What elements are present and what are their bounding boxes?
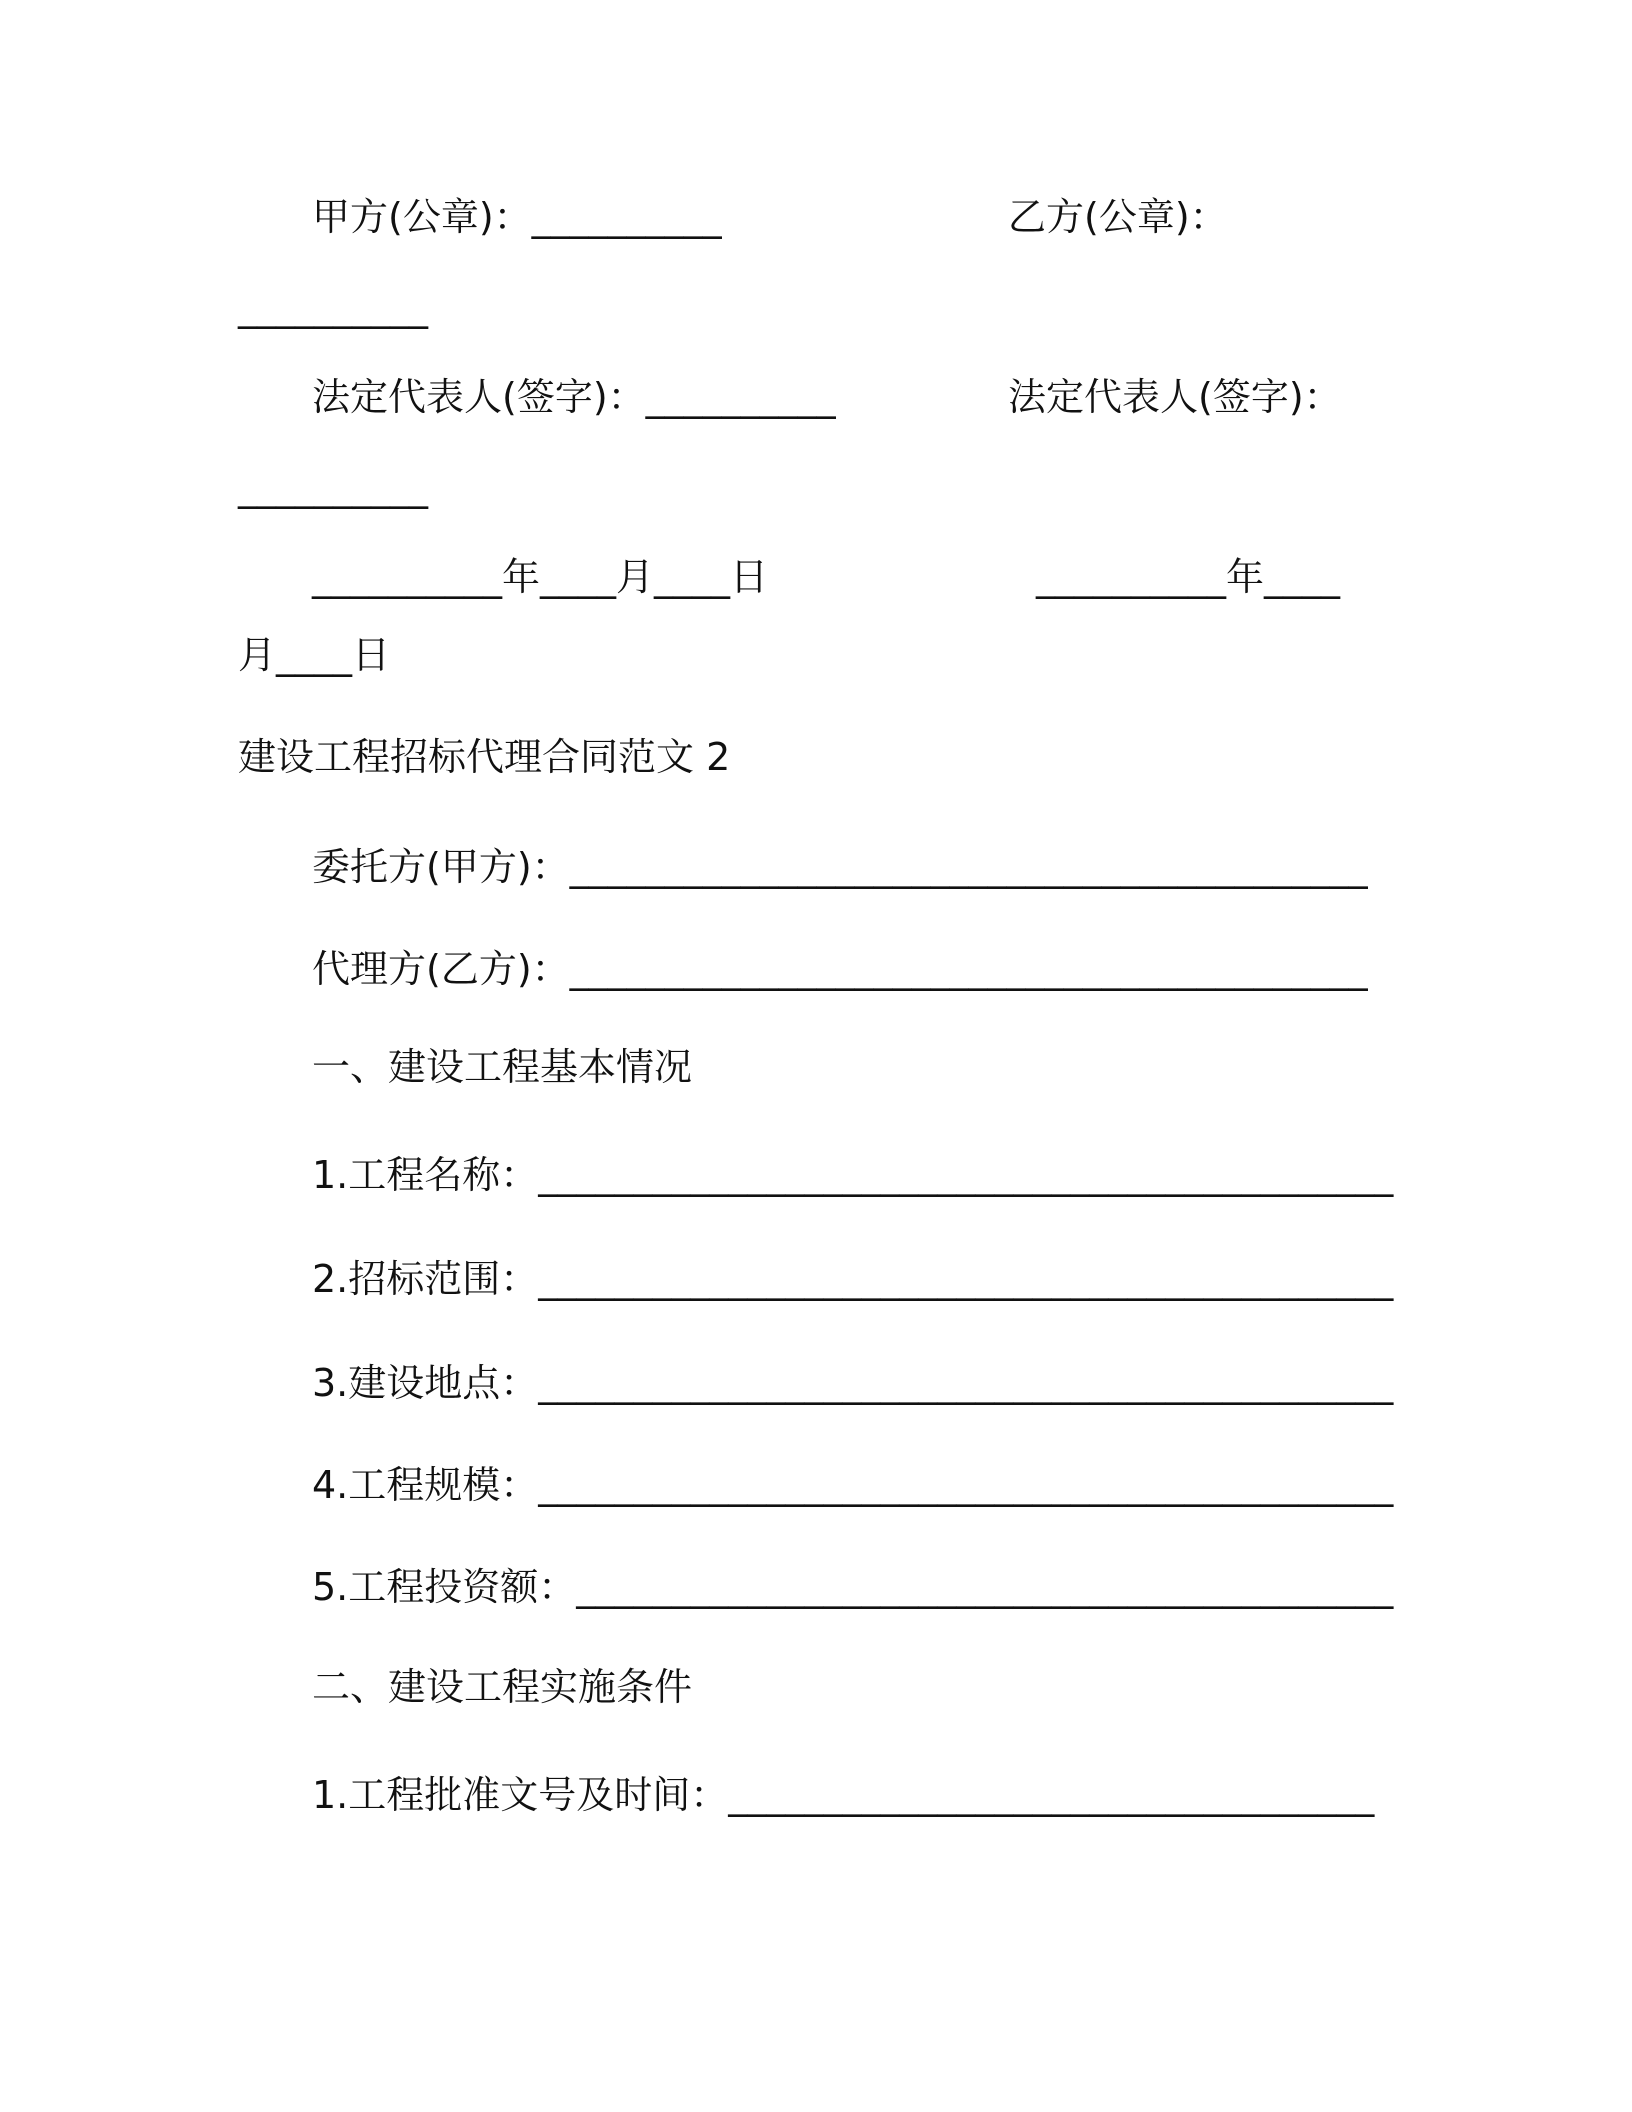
contract-title: 建设工程招标代理合同范文 2	[238, 735, 731, 779]
party-b-rep-blank: __________	[238, 465, 428, 509]
section1-item-2: 2.招标范围：_____________________________________________	[312, 1257, 1394, 1301]
section2-item-1: 1.工程批准文号及时间：__________________________________	[312, 1773, 1375, 1817]
section2-heading: 二、建设工程实施条件	[312, 1665, 693, 1709]
client-line: 委托方(甲方)：__________________________________________	[312, 845, 1368, 889]
party-b-seal-label: 乙方(公章)：	[1008, 195, 1228, 239]
section1-heading: 一、建设工程基本情况	[312, 1045, 693, 1089]
section1-item-4: 4.工程规模：_____________________________________________	[312, 1463, 1394, 1507]
party-b-date-line: __________年____	[1036, 555, 1341, 599]
section1-item-5: 5.工程投资额：___________________________________________	[312, 1565, 1394, 1609]
party-b-rep-label: 法定代表人(签字)：	[1008, 375, 1342, 419]
agent-line: 代理方(乙方)：__________________________________________	[312, 947, 1368, 991]
section1-item-1: 1.工程名称：_____________________________________________	[312, 1153, 1394, 1197]
party-a-date-line: __________年____月____日	[312, 555, 769, 599]
party-a-rep-line: 法定代表人(签字)：__________	[312, 375, 836, 419]
section1-item-3: 3.建设地点：_____________________________________________	[312, 1361, 1394, 1405]
party-b-date-cont: 月____日	[238, 633, 391, 677]
party-a-seal-line: 甲方(公章)：__________	[312, 195, 722, 239]
party-b-seal-blank: __________	[238, 285, 428, 329]
